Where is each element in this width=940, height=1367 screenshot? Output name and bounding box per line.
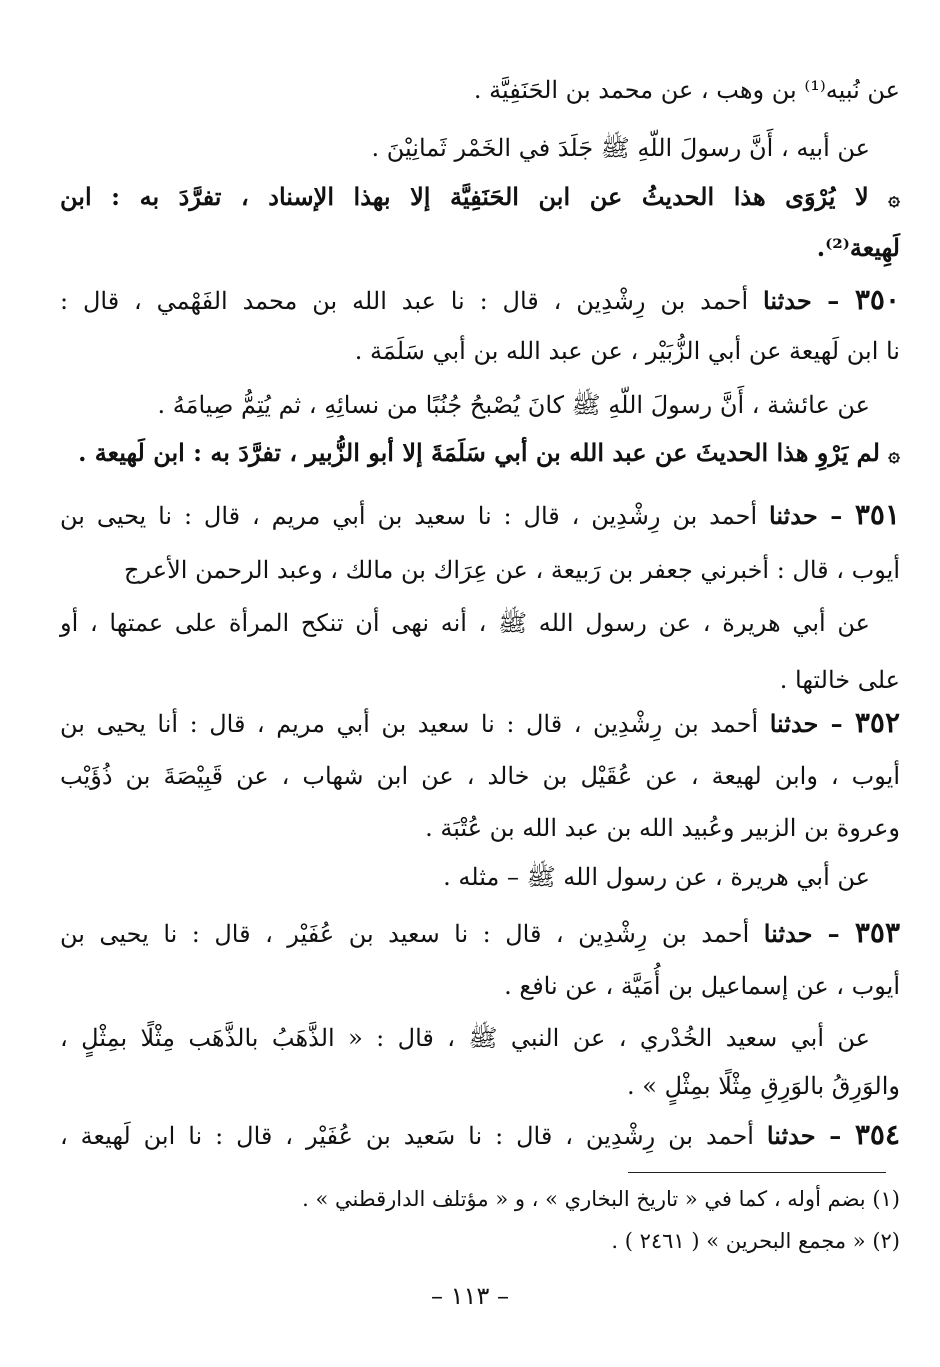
text-line: نا ابن لَهيعة عن أبي الزُّبَيْر ، عن عبد الله بن أبي سَلَمَة .	[354, 337, 900, 365]
page-number: – ١١٣ –	[431, 1282, 509, 1310]
footnote	[200, 1182, 900, 1216]
footnote-marker: (٢)	[872, 1229, 900, 1253]
text-line: أيوب ، عن إسماعيل بن أُمَيَّة ، عن نافع .	[504, 972, 900, 1000]
footnote-marker: (١)	[872, 1187, 900, 1211]
hadith-number: ٣٥١	[854, 498, 900, 531]
commentary-line: لَهِيعة⁽²⁾.	[816, 233, 900, 262]
text-line: عن أبي هريرة ، عن رسول الله ﷺ ، أنه نهى أن تنكح المرأة على عمتها ، أو	[60, 609, 870, 637]
footnote-text: « مجمع البحرين » ( ٢٤٦١ ) .	[611, 1229, 866, 1253]
footnote-text: بضم أوله ، كما في « تاريخ البخاري » ، و « مؤتلف الدارقطني » .	[302, 1187, 866, 1211]
hadith-number: ٣٥٣	[854, 916, 900, 949]
text-line: عن نُبيه⁽¹⁾ بن وهب ، عن محمد بن الحَنَفِيَّة .	[473, 76, 900, 104]
text-line: أيوب ، وابن لهيعة ، عن عُقَيْل بن خالد ، عن ابن شهاب ، عن قَبِيْصَةَ بن ذُؤَيْب	[60, 762, 900, 790]
star-ornament-icon: ۞	[888, 442, 900, 466]
footnote	[200, 1224, 900, 1258]
text-line: على خالتها .	[779, 666, 900, 694]
text-line: وعروة بن الزبير وعُبيد الله بن عبد الله بن عُتْبَة .	[425, 814, 900, 842]
hadith-heading: ٣٥٢ – حدثنا أحمد بن رِشْدِين ، قال : نا سعيد بن أبي مريم ، قال : أنا يحيى بن	[60, 706, 900, 739]
hadith-heading: ٣٥١ – حدثنا أحمد بن رِشْدِين ، قال : نا سعيد بن أبي مريم ، قال : نا يحيى بن	[60, 498, 900, 531]
text-line: عن أبي هريرة ، عن رسول الله ﷺ – مثله .	[443, 863, 870, 891]
hadith-heading: ٣٥٠ – حدثنا أحمد بن رِشْدِين ، قال : نا عبد الله بن محمد الفَهْمي ، قال :	[60, 283, 900, 316]
footnote-divider	[628, 1172, 886, 1173]
commentary-line: ۞ لم يَرْوِ هذا الحديثَ عن عبد الله بن أبي سَلَمَةَ إلا أبو الزُّبير ، تفرَّدَ به : ابن لَهيعة .	[78, 438, 900, 467]
text-line: عن أبي سعيد الخُدْري ، عن النبي ﷺ ، قال : « الذَّهَبُ بالذَّهَب مِثْلًا بمِثْلٍ ،	[60, 1024, 870, 1052]
hadith-number: ٣٥٤	[854, 1118, 900, 1151]
hadith-heading: ٣٥٤ – حدثنا أحمد بن رِشْدِين ، قال : نا سَعيد بن عُفَيْر ، قال : نا ابن لَهيعة ،	[60, 1118, 900, 1151]
star-ornament-icon: ۞	[888, 186, 900, 210]
hadith-number: ٣٥٠	[854, 283, 900, 316]
hadith-number: ٣٥٢	[854, 706, 900, 739]
hadith-heading: ٣٥٣ – حدثنا أحمد بن رِشْدِين ، قال : نا سعيد بن عُفَيْر ، قال : نا يحيى بن	[60, 916, 900, 949]
text-line: والوَرِقُ بالوَرِقِ مِثْلًا بمِثْلٍ » .	[627, 1072, 900, 1100]
text-line: أيوب ، قال : أخبرني جعفر بن رَبيعة ، عن عِرَاك بن مالك ، وعبد الرحمن الأعرج	[124, 556, 900, 584]
commentary-line: ۞ لا يُرْوَى هذا الحديثُ عن ابن الحَنَفِيَّة إلا بهذا الإسناد ، تفرَّدَ به : ابن	[60, 182, 900, 211]
text-line: عن عائشة ، أَنَّ رسولَ اللّهِ ﷺ كانَ يُصْبحُ جُنُبًا من نسائِهِ ، ثم يُتِمُّ صِيامَهُ .	[157, 391, 870, 419]
text-line: عن أبيه ، أَنَّ رسولَ اللّهِ ﷺ جَلَدَ في الخَمْر ثَمانِيْنَ .	[371, 134, 870, 162]
